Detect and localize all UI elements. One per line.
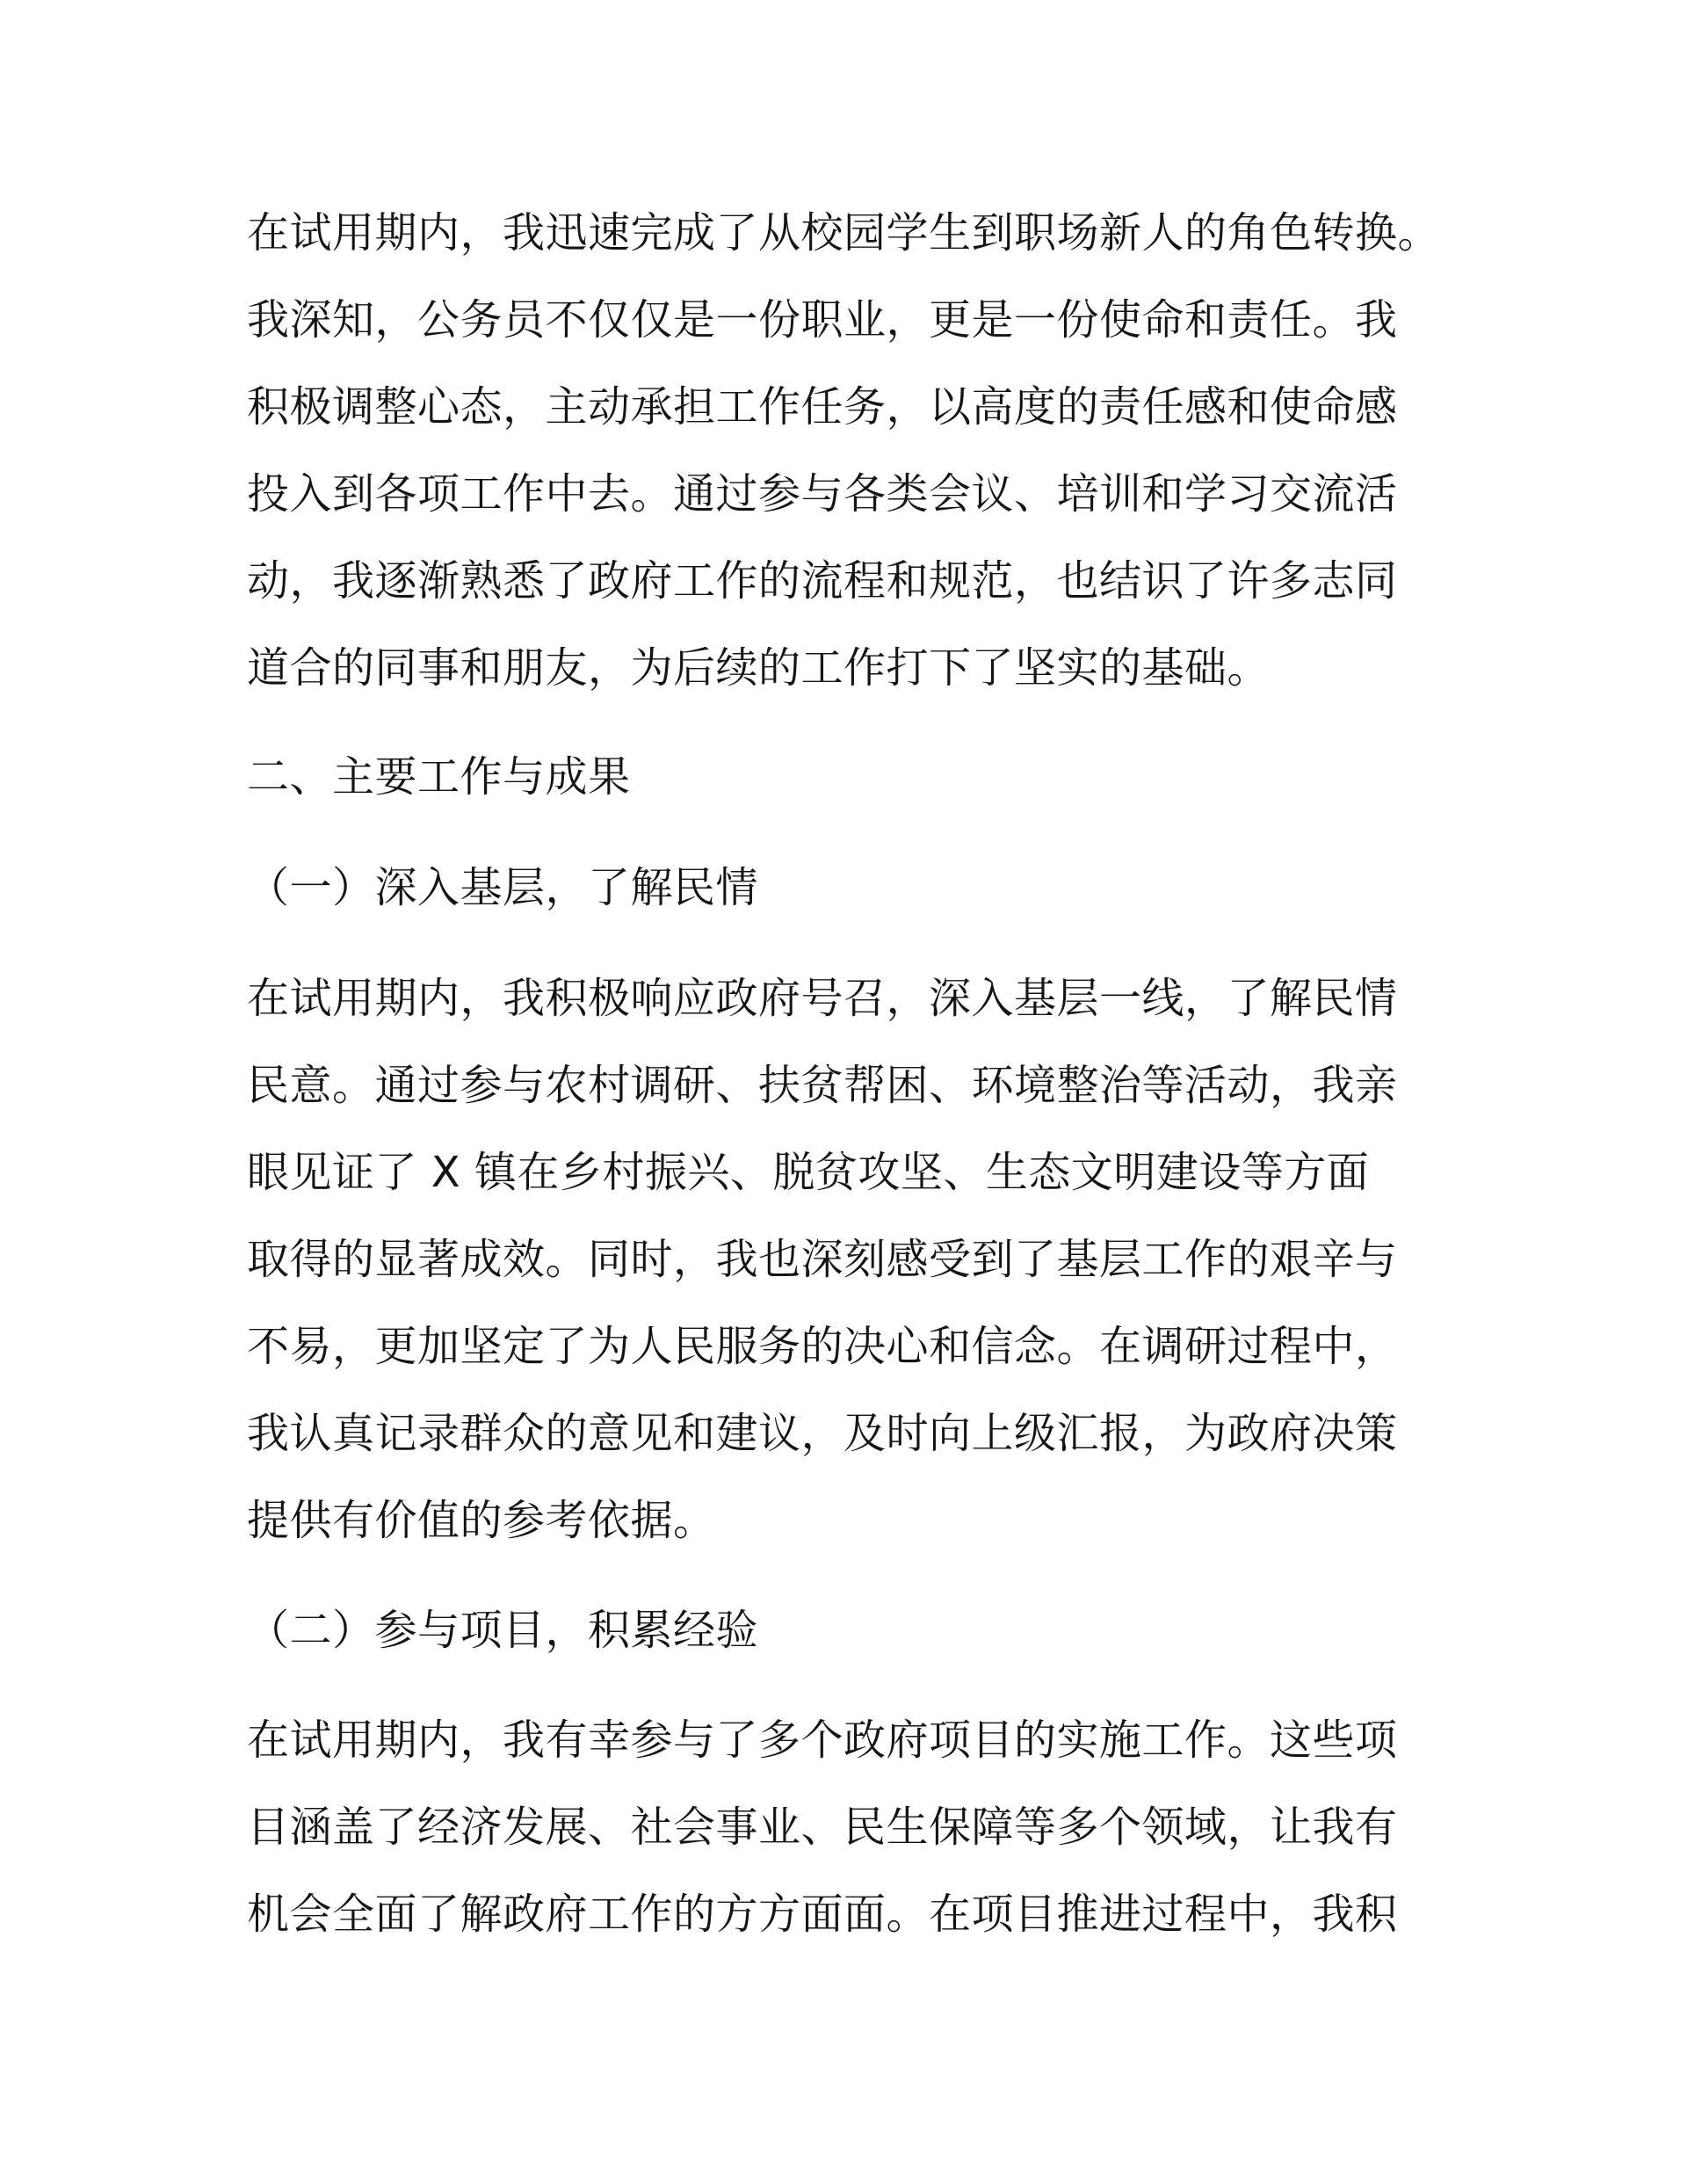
paragraph-2-line-7: 提供有价值的参考依据。 (247, 1496, 716, 1545)
paragraph-1-line-5: 动，我逐渐熟悉了政府工作的流程和规范，也结识了许多志同 (247, 556, 1398, 606)
section-heading-2: 二、主要工作与成果 (247, 752, 631, 802)
paragraph-2-line-1: 在试用期内，我积极响应政府号召，深入基层一线，了解民情 (247, 974, 1398, 1023)
paragraph-3-line-2: 目涵盖了经济发展、社会事业、民生保障等多个领域，让我有 (247, 1803, 1398, 1852)
paragraph-3-line-3: 机会全面了解政府工作的方方面面。在项目推进过程中，我积 (247, 1890, 1398, 1939)
paragraph-1-line-1: 在试用期内，我迅速完成了从校园学生到职场新人的角色转换。 (247, 208, 1441, 258)
paragraph-1-line-3: 积极调整心态，主动承担工作任务，以高度的责任感和使命感 (247, 382, 1398, 432)
paragraph-2-line-3: 眼见证了 X 镇在乡村振兴、脱贫攻坚、生态文明建设等方面 (247, 1148, 1370, 1197)
paragraph-3-line-1: 在试用期内，我有幸参与了多个政府项目的实施工作。这些项 (247, 1716, 1398, 1765)
subsection-heading-1: （一）深入基层，了解民情 (247, 863, 759, 912)
paragraph-2-line-6: 我认真记录群众的意见和建议，及时向上级汇报，为政府决策 (247, 1409, 1398, 1458)
paragraph-1-line-4: 投入到各项工作中去。通过参与各类会议、培训和学习交流活 (247, 469, 1398, 519)
paragraph-2-line-4: 取得的显著成效。同时，我也深刻感受到了基层工作的艰辛与 (247, 1235, 1398, 1284)
paragraph-1-line-6: 道合的同事和朋友，为后续的工作打下了坚实的基础。 (247, 643, 1271, 693)
paragraph-2-line-2: 民意。通过参与农村调研、扶贫帮困、环境整治等活动，我亲 (247, 1061, 1398, 1110)
paragraph-2-line-5: 不易，更加坚定了为人民服务的决心和信念。在调研过程中， (247, 1322, 1398, 1371)
paragraph-1-line-2: 我深知，公务员不仅仅是一份职业，更是一份使命和责任。我 (247, 295, 1398, 345)
subsection-heading-2: （二）参与项目，积累经验 (247, 1606, 759, 1655)
